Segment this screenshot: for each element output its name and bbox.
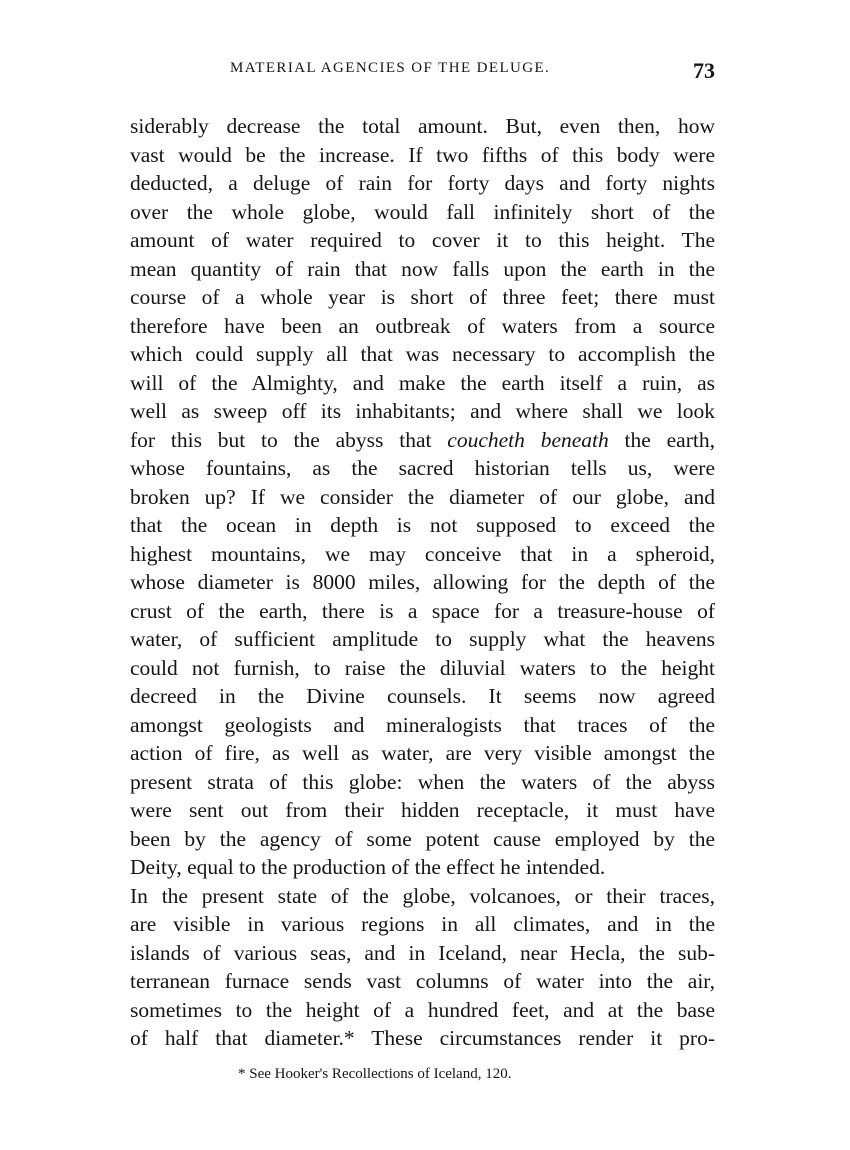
text-line-with-italic <box>130 426 715 455</box>
text-line: whose diameter is 8000 miles, allowing for the depth of the <box>130 570 715 594</box>
body-text <box>130 112 715 1053</box>
text-line: whose fountains, as the sacred historian tells us, were <box>130 456 715 480</box>
text-line: that the ocean in depth is not supposed to exceed the <box>130 513 715 537</box>
text-line: present strata of this globe: when the waters of the abyss <box>130 769 715 794</box>
text-line: broken up? If we consider the diameter of our globe, and <box>130 484 715 509</box>
page-header <box>130 58 715 94</box>
text-line: mean quantity of rain that now falls upon the earth in the <box>130 256 715 281</box>
text-line: course of a whole year is short of three feet; there must <box>130 285 715 309</box>
text-segment: the earth, <box>608 427 715 452</box>
text-line: were sent out from their hidden receptacle, it must have <box>130 798 715 822</box>
italic-phrase: coucheth beneath <box>447 427 609 452</box>
text-line: over the whole globe, would fall infinitely short of the <box>130 199 715 224</box>
text-line: well as sweep off its inhabitants; and where shall we look <box>130 399 715 423</box>
text-line: siderably decrease the total amount. But, even then, how <box>130 114 715 138</box>
text-line: could not furnish, to raise the diluvial waters to the height <box>130 655 715 680</box>
text-line: are visible in various regions in all climates, and in the <box>130 912 715 936</box>
text-line: vast would be the increase. If two fifths of this body were <box>130 142 715 167</box>
text-line: action of fire, as well as water, are very visible amongst the <box>130 741 715 765</box>
text-line: deducted, a deluge of rain for forty days and forty nights <box>130 171 715 195</box>
text-line: highest mountains, we may conceive that in a spheroid, <box>130 541 715 566</box>
text-line: of half that diameter.* These circumstances render it pro- <box>130 1026 715 1050</box>
paragraph-end-line: Deity, equal to the production of the effect he intended. <box>130 855 606 879</box>
footnote: * See Hooker's Recollections of Iceland, 120. <box>238 1066 512 1082</box>
text-line: sometimes to the height of a hundred feet, and at the base <box>130 997 715 1022</box>
text-line: therefore have been an outbreak of waters from a source <box>130 313 715 338</box>
text-line: will of the Almighty, and make the earth itself a ruin, as <box>130 370 715 395</box>
page-number: 73 <box>693 58 715 83</box>
text-line: amongst geologists and mineralogists that traces of the <box>130 712 715 737</box>
text-line: water, of sufficient amplitude to supply what the heavens <box>130 627 715 651</box>
text-line: which could supply all that was necessary to accomplish the <box>130 342 715 366</box>
text-line: decreed in the Divine counsels. It seems now agreed <box>130 684 715 708</box>
text-line: amount of water required to cover it to this height. The <box>130 228 715 252</box>
text-line: crust of the earth, there is a space for a treasure-house of <box>130 598 715 623</box>
text-line: In the present state of the globe, volcanoes, or their traces, <box>130 883 715 908</box>
text-line: islands of various seas, and in Iceland, near Hecla, the sub- <box>130 940 715 965</box>
text-line: been by the agency of some potent cause employed by the <box>130 826 715 851</box>
text-segment: for this but to the abyss that <box>130 427 448 452</box>
text-line: terranean furnace sends vast columns of water into the air, <box>130 969 715 993</box>
running-title: MATERIAL AGENCIES OF THE DELUGE. <box>230 60 551 76</box>
